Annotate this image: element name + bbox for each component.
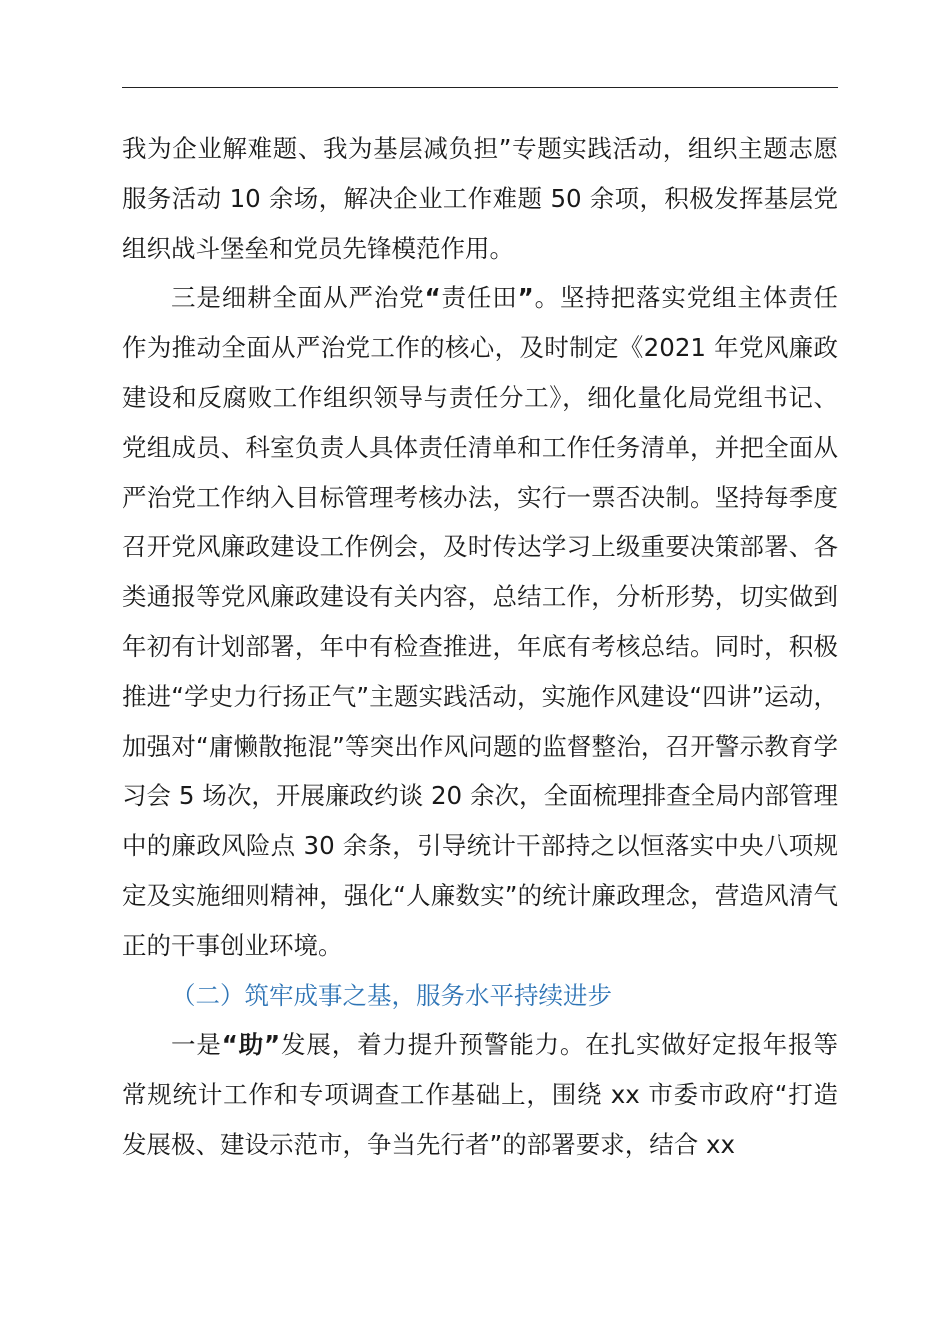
text-run: 三是细耕全面从严治党: [171, 283, 425, 313]
document-body: [122, 124, 838, 1170]
section-heading: （二）筑牢成事之基，服务水平持续进步: [171, 980, 612, 1010]
text-run: 发展，着力提升预警能力。在扎实做好定报年报等常规统计工作和专项调查工作基础上，围绕 xx 市委市政府“打造发展极、建设示范市，争当先行者”的部署要求，结合 xx: [122, 1030, 838, 1159]
paragraph-2: [122, 273, 838, 970]
bold-quote-close: ”: [517, 283, 534, 313]
text-run: 责任田: [440, 283, 518, 313]
text-run: 一是: [171, 1030, 222, 1060]
bold-quote-open: “: [424, 283, 441, 313]
header-rule: [122, 87, 838, 88]
paragraph-1: 我为企业解难题、我为基层减负担”专题实践活动，组织主题志愿服务活动 10 余场，解决企业工作难题 50 余项，积极发挥基层党组织战斗堡垒和党员先锋模范作用。: [122, 134, 838, 263]
paragraph-3: [122, 1020, 838, 1169]
text-run: 。坚持把落实党组主体责任作为推动全面从严治党工作的核心，及时制定《2021 年党风廉政建设和反腐败工作组织领导与责任分工》，细化量化局党组书记、党组成员、科室负责人具体责任清单和工作任务清单，并把全面从严治党工作纳入目标管理考核办法，实行一票否决制。坚持每季度召开党风廉政建设工作例会，及时传达学习上级重要决策部署、各类通报等党风廉政建设有关内容，总结工作，分析形势，切实做到年初有计划部署，年中有检查推进，年底有考核总结。同时，积极推进“学史力行扬正气”主题实践活动，实施作风建设“四讲”运动，加强对“庸懒散拖混”等突出作风问题的监督整治，召开警示教育学习会 5 场次，开展廉政约谈 20 余次，全面梳理排查全局内部管理中的廉政风险点 30 余条，引导统计干部持之以恒落实中央八项规定及实施细则精神，强化“人廉数实”的统计廉政理念，营造风清气正的干事创业环境。: [122, 283, 839, 960]
bold-keyword: “助”: [221, 1030, 281, 1060]
